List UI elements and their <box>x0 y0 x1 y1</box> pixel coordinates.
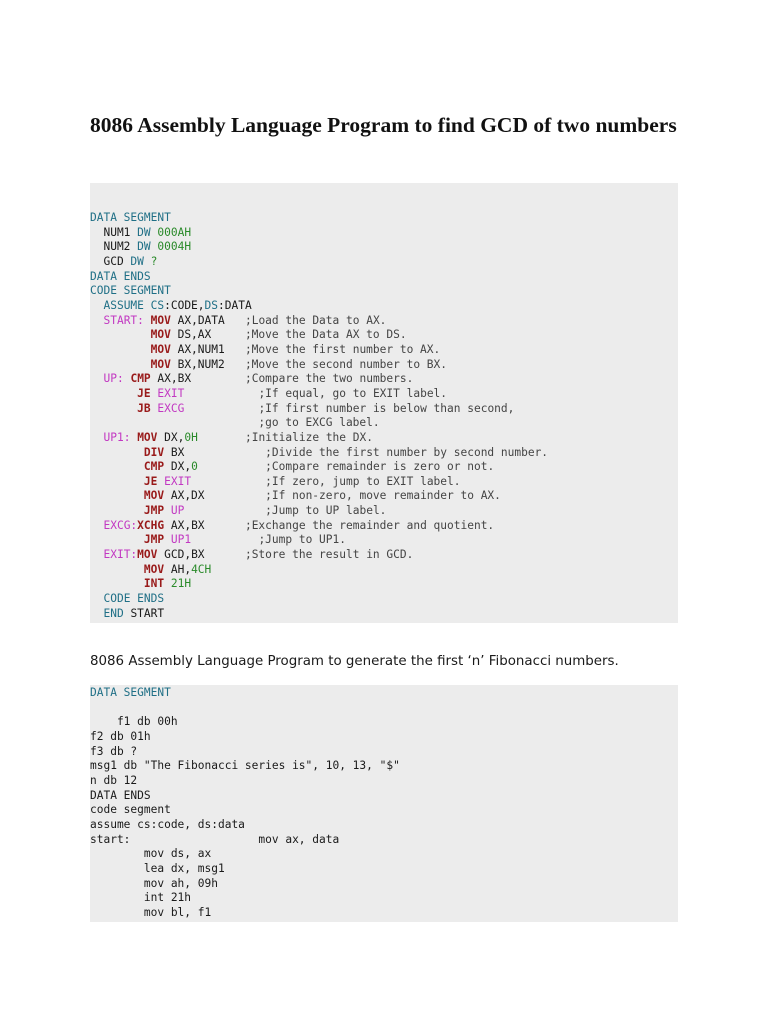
code-token: 0004H <box>157 240 192 254</box>
code-token: AX,BX <box>164 518 245 532</box>
code-line <box>90 504 678 519</box>
code-token <box>90 563 144 576</box>
code-token: DATA SEGMENT <box>90 211 171 224</box>
code-line <box>90 759 678 774</box>
code-token: 000AH <box>157 225 192 239</box>
code-token: DIV <box>143 445 165 459</box>
code-token: f1 db 00h <box>90 715 178 729</box>
code-token: ;Load the Data to AX. <box>244 313 387 327</box>
code-line <box>90 270 678 285</box>
code-token: :CODE, <box>164 298 205 312</box>
code-line <box>90 211 678 226</box>
code-token: JE <box>137 386 151 400</box>
code-line <box>90 548 678 563</box>
code-token: ;Jump to UP1. <box>258 533 346 547</box>
code-token: ;Move the Data AX to DS. <box>244 328 407 342</box>
code-token: DX, <box>157 430 185 444</box>
code-line <box>90 402 678 417</box>
code-token: ;If equal, go to EXIT label. <box>258 386 448 400</box>
code-token: UP <box>170 504 185 518</box>
code-line <box>90 577 678 592</box>
code-token: JB <box>137 401 151 415</box>
code-token: UP1 <box>170 533 192 547</box>
code-token: AX,DATA <box>170 313 245 327</box>
code-line <box>90 607 678 622</box>
code-token: ;If non-zero, move remainder to AX. <box>265 489 501 503</box>
code-token <box>90 372 103 385</box>
code-token: 4CH <box>191 562 212 576</box>
code-token: START: <box>103 313 144 327</box>
code-token: start: mov ax, data <box>90 832 340 846</box>
code-token: assume cs:code, ds:data <box>90 817 245 831</box>
code-token <box>90 489 144 502</box>
code-token: MOV <box>137 430 158 444</box>
code-token <box>90 402 137 415</box>
code-line <box>90 387 678 402</box>
code-token: DW <box>137 225 158 239</box>
code-token: EXIT: <box>103 548 138 562</box>
code-token: END <box>103 606 124 620</box>
code-token <box>191 533 258 546</box>
code-token <box>90 475 144 488</box>
code-token: EXCG <box>157 401 185 415</box>
code-token: ;Exchange the remainder and quotient. <box>244 518 495 532</box>
code-token: mov ah, 09h <box>90 876 218 890</box>
code-line <box>90 284 678 299</box>
code-token <box>198 460 265 473</box>
code-line <box>90 255 678 270</box>
code-token: CODE ENDS <box>103 592 165 606</box>
code-line <box>90 475 678 490</box>
code-token: MOV <box>150 313 171 327</box>
gcd-program-code <box>90 211 678 621</box>
code-token: ;Compare the two numbers. <box>244 372 414 386</box>
code-token: DATA ENDS <box>90 269 151 283</box>
code-token: :DATA <box>218 298 252 312</box>
code-token: ? <box>150 254 158 268</box>
code-line <box>90 431 678 446</box>
code-token: ;Jump to UP label. <box>265 504 387 518</box>
code-line <box>90 745 678 760</box>
code-token <box>90 314 103 327</box>
code-line <box>90 847 678 862</box>
code-token: mov ds, ax <box>90 847 212 861</box>
code-token: XCHG <box>137 518 165 532</box>
code-token: MOV <box>137 548 158 562</box>
code-token: ASSUME CS <box>103 298 165 312</box>
code-line <box>90 533 678 548</box>
code-token <box>90 387 137 400</box>
code-token <box>90 343 151 356</box>
code-token <box>90 592 103 605</box>
code-token <box>90 416 258 429</box>
code-token: ;Store the result in GCD. <box>244 548 414 562</box>
code-token <box>198 431 245 444</box>
code-token: mov bl, f1 <box>90 905 212 919</box>
code-token <box>90 460 144 473</box>
code-token: NUM1 <box>90 225 138 239</box>
code-token: EXCG: <box>103 518 138 532</box>
code-token: EXIT <box>164 474 192 488</box>
code-token <box>90 431 103 444</box>
code-line <box>90 833 678 848</box>
code-token: BX,NUM2 <box>170 357 245 371</box>
code-token: ;Divide the first number by second number. <box>265 445 549 459</box>
code-token: n db 12 <box>90 773 138 787</box>
code-token: AX,NUM1 <box>170 342 245 356</box>
code-token <box>184 387 258 400</box>
code-token <box>90 533 144 546</box>
code-token <box>164 504 171 517</box>
code-line <box>90 328 678 343</box>
code-token <box>90 358 151 371</box>
code-token: ;Initialize the DX. <box>245 430 373 444</box>
code-line <box>90 701 678 716</box>
code-line <box>90 299 678 314</box>
fibonacci-program-code <box>90 686 678 921</box>
code-line <box>90 789 678 804</box>
code-token: UP: <box>103 372 124 386</box>
code-line <box>90 862 678 877</box>
code-token: AX,BX <box>150 372 245 386</box>
page-title: 8086 Assembly Language Program to find GCD of two numbers <box>90 113 677 137</box>
code-token: DATA ENDS <box>90 788 151 802</box>
code-line <box>90 416 678 431</box>
code-line <box>90 818 678 833</box>
code-token <box>184 504 265 517</box>
code-token <box>90 446 144 459</box>
code-token: 0H <box>184 430 198 444</box>
code-token: JE <box>143 474 158 488</box>
code-line <box>90 715 678 730</box>
code-line <box>90 519 678 534</box>
code-token <box>90 577 144 590</box>
code-token: CODE SEGMENT <box>90 284 171 298</box>
code-line <box>90 372 678 387</box>
code-token: ;Move the second number to BX. <box>244 357 448 371</box>
code-token: MOV <box>150 357 171 371</box>
code-token: DW <box>130 254 151 268</box>
code-token: DS <box>204 298 219 312</box>
code-token: AX,DX <box>164 489 266 503</box>
code-token: ;If zero, jump to EXIT label. <box>265 474 461 488</box>
code-line <box>90 240 678 255</box>
code-token <box>184 402 258 415</box>
code-token <box>144 314 151 327</box>
code-token: GCD <box>90 254 131 268</box>
code-line <box>90 906 678 921</box>
code-token: int 21h <box>90 891 192 905</box>
code-token: msg1 db "The Fibonacci series is", 10, 13, "$" <box>90 759 400 773</box>
code-token: 21H <box>170 577 192 591</box>
code-token: f2 db 01h <box>90 729 151 743</box>
code-token <box>90 607 103 620</box>
code-line <box>90 730 678 745</box>
code-token: code segment <box>90 803 171 817</box>
code-token: f3 db ? <box>90 744 138 758</box>
code-token: ;If first number is below than second, <box>258 401 515 415</box>
code-line <box>90 446 678 461</box>
code-token: AH, <box>164 562 192 576</box>
code-line <box>90 592 678 607</box>
code-token: BX <box>164 445 266 459</box>
code-token: MOV <box>143 489 165 503</box>
code-line <box>90 686 678 701</box>
code-token <box>90 504 144 517</box>
fibonacci-program-code-block <box>90 685 678 922</box>
code-token: ;go to EXCG label. <box>258 416 380 430</box>
code-token: ;Compare remainder is zero or not. <box>265 460 495 474</box>
code-line <box>90 489 678 504</box>
code-token: JMP <box>143 504 165 518</box>
code-token <box>90 328 151 341</box>
code-line <box>90 226 678 241</box>
code-token <box>90 548 103 561</box>
code-line <box>90 877 678 892</box>
code-token: lea dx, msg1 <box>90 861 225 875</box>
code-token <box>90 519 103 532</box>
fibonacci-heading-paragraph: 8086 Assembly Language Program to generate the first ‘n’ Fibonacci numbers. <box>90 654 619 669</box>
code-token <box>164 533 171 546</box>
code-token: GCD,BX <box>157 548 245 562</box>
code-token: CMP <box>143 460 165 474</box>
code-token <box>191 475 265 488</box>
code-token: MOV <box>143 562 165 576</box>
code-token: MOV <box>150 342 171 356</box>
code-token <box>164 577 171 590</box>
gcd-program-code-block <box>90 183 678 623</box>
code-line <box>90 343 678 358</box>
code-token: 0 <box>191 460 198 474</box>
code-token: NUM2 <box>90 240 138 254</box>
code-token: MOV <box>150 328 171 342</box>
code-line <box>90 803 678 818</box>
code-token: DX, <box>164 460 192 474</box>
code-token: START <box>123 606 165 620</box>
code-token: DS,AX <box>170 328 245 342</box>
code-token <box>90 299 103 312</box>
code-token: JMP <box>143 533 165 547</box>
code-line <box>90 460 678 475</box>
code-line <box>90 563 678 578</box>
code-line <box>90 891 678 906</box>
code-token: UP1: <box>103 430 131 444</box>
code-token: ;Move the first number to AX. <box>244 342 441 356</box>
code-token: CMP <box>130 372 151 386</box>
code-line <box>90 314 678 329</box>
code-token: DATA SEGMENT <box>90 686 171 699</box>
code-token: DW <box>137 240 158 254</box>
code-line <box>90 774 678 789</box>
code-token: INT <box>143 577 165 591</box>
code-token: EXIT <box>157 386 185 400</box>
code-line <box>90 358 678 373</box>
